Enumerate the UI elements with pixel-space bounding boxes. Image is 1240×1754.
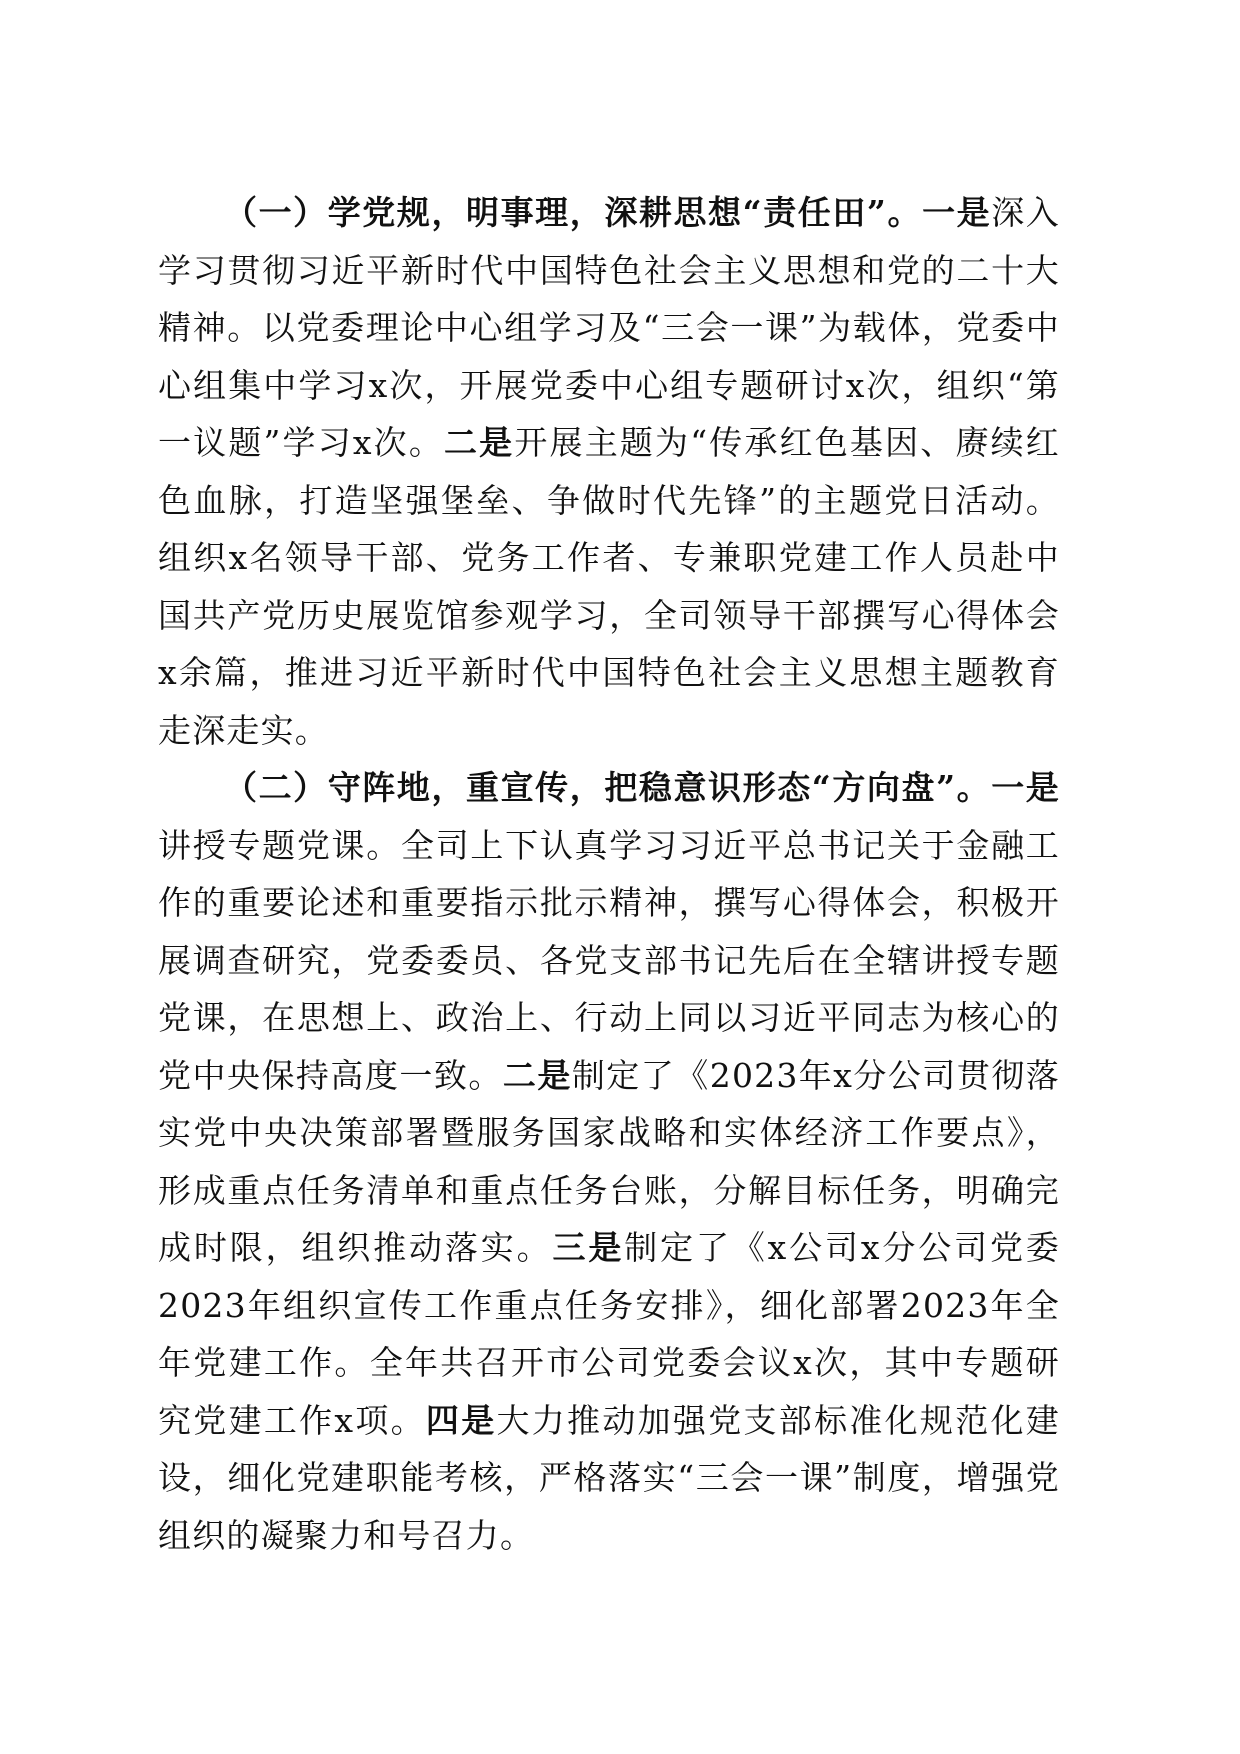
section-1-lead-2: 二是 xyxy=(444,423,515,462)
section-1-text-1: 深入学习贯彻习近平新时代中国特色社会主义思想和党的二十大精神。以党委理论中心组学习及“三会一课”为载体，党委中心组集中学习x次，开展党委中心组专题研讨x次，组织“第一议题”学习x次。 xyxy=(158,193,1060,462)
section-2-lead-4: 四是 xyxy=(425,1400,497,1440)
section-1-lead-1: 一是 xyxy=(922,193,992,232)
section-1-text-2: 开展主题为“传承红色基因、赓续红色血脉，打造坚强堡垒、争做时代先锋”的主题党日活动。组织x名领导干部、党务工作者、专兼职党建工作人员赴中国共产党历史展览馆参观学习，全司领导干部撰写心得体会x余篇，推进习近平新时代中国特色社会主义思想主题教育走深走实。 xyxy=(158,423,1060,750)
section-1-paragraph xyxy=(158,184,1060,759)
section-2-text-4: 大力推动加强党支部标准化规范化建设，细化党建职能考核，严格落实“三会一课”制度，增强党组织的凝聚力和号召力。 xyxy=(158,1400,1060,1555)
section-2-text-3: 制定了《x公司x分公司党委2023年组织宣传工作重点任务安排》，细化部署2023年全年党建工作。全年共召开市公司党委会议x次，其中专题研究党建工作x项。 xyxy=(158,1228,1061,1440)
document-body xyxy=(158,184,1060,1564)
section-2-heading: （二）守阵地，重宣传，把稳意识形态“方向盘”。 xyxy=(224,768,992,807)
section-2-text-2: 制定了《2023年x分公司贯彻落实党中央决策部署暨服务国家战略和实体经济工作要点》，形成重点任务清单和重点任务台账，分解目标任务，明确完成时限，组织推动落实。 xyxy=(158,1055,1061,1267)
section-2-lead-3: 三是 xyxy=(552,1228,625,1267)
section-2-lead-1: 一是 xyxy=(991,768,1060,807)
section-2-paragraph xyxy=(158,759,1060,1564)
section-2-lead-2: 二是 xyxy=(502,1055,572,1095)
section-2-text-1: 讲授专题党课。全司上下认真学习习近平总书记关于金融工作的重要论述和重要指示批示精神，撰写心得体会，积极开展调查研究，党委委员、各党支部书记先后在全辖讲授专题党课，在思想上、政治上、行动上同以习近平同志为核心的党中央保持高度一致。 xyxy=(158,825,1060,1095)
section-1-heading: （一）学党规，明事理，深耕思想“责任田”。 xyxy=(224,193,923,232)
